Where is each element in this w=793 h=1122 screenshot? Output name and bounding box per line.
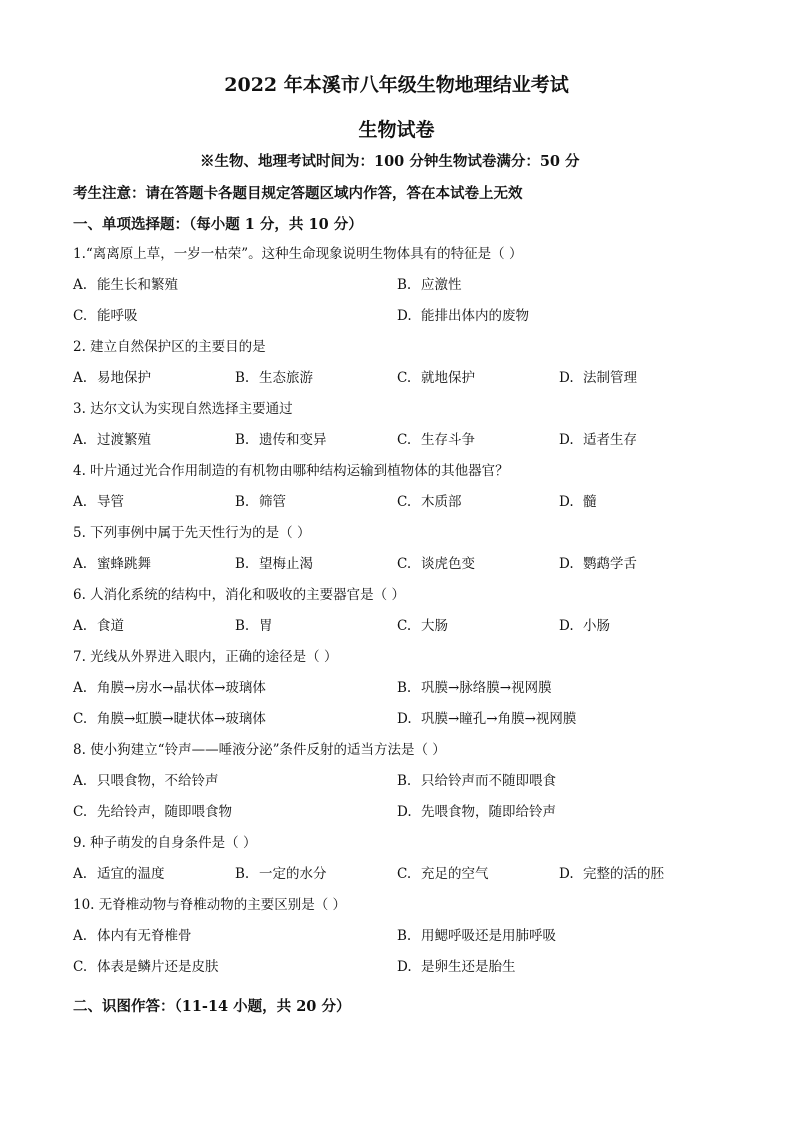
option-row bbox=[73, 801, 733, 832]
option-a: A. 导管 bbox=[73, 494, 124, 510]
option-c: C. 先给铃声，随即喂食物 bbox=[73, 804, 232, 820]
question-stem: 10. 无脊椎动物与脊椎动物的主要区别是（ ） bbox=[73, 897, 347, 913]
option-a: A. 易地保护 bbox=[73, 370, 151, 386]
section-heading-diagram: 二、识图作答：（11-14 小题，共 20 分） bbox=[73, 998, 351, 1015]
option-c: C. 木质部 bbox=[397, 494, 462, 510]
question-list bbox=[73, 243, 733, 987]
option-b: B. 胃 bbox=[235, 618, 273, 634]
option-c: C. 角膜→虹膜→睫状体→玻璃体 bbox=[73, 711, 266, 727]
option-row bbox=[73, 925, 733, 956]
section-heading-choice: 一、单项选择题：（每小题 1 分，共 10 分） bbox=[73, 216, 363, 233]
option-c: C. 就地保护 bbox=[397, 370, 475, 386]
option-a: A. 体内有无脊椎骨 bbox=[73, 928, 192, 944]
option-b: B. 筛管 bbox=[235, 494, 286, 510]
option-d: D. 能排出体内的废物 bbox=[397, 308, 529, 324]
option-c: C. 体表是鳞片还是皮肤 bbox=[73, 959, 219, 975]
option-a: A. 只喂食物，不给铃声 bbox=[73, 773, 219, 789]
option-d: D. 是卵生还是胎生 bbox=[397, 959, 516, 975]
option-a: A. 过渡繁殖 bbox=[73, 432, 151, 448]
question-stem: 2. 建立自然保护区的主要目的是 bbox=[73, 339, 266, 355]
option-row bbox=[73, 615, 733, 646]
option-b: B. 用鳃呼吸还是用肺呼吸 bbox=[397, 928, 556, 944]
question-stem: 6. 人消化系统的结构中，消化和吸收的主要器官是（ ） bbox=[73, 587, 405, 603]
option-row bbox=[73, 708, 733, 739]
option-b: B. 一定的水分 bbox=[235, 866, 327, 882]
option-c: C. 生存斗争 bbox=[397, 432, 475, 448]
question-stem: 7. 光线从外界进入眼内，正确的途径是（ ） bbox=[73, 649, 338, 665]
option-row bbox=[73, 863, 733, 894]
option-c: C. 充足的空气 bbox=[397, 866, 489, 882]
option-b: B. 遗传和变异 bbox=[235, 432, 327, 448]
option-b: B. 只给铃声而不随即喂食 bbox=[397, 773, 556, 789]
option-row bbox=[73, 956, 733, 987]
option-row bbox=[73, 491, 733, 522]
option-row bbox=[73, 429, 733, 460]
option-b: B. 生态旅游 bbox=[235, 370, 313, 386]
question-stem: 8. 使小狗建立“铃声——唾液分泌”条件反射的适当方法是（ ） bbox=[73, 742, 446, 758]
option-row bbox=[73, 305, 733, 336]
option-d: D. 髓 bbox=[559, 494, 597, 510]
option-a: A. 角膜→房水→晶状体→玻璃体 bbox=[73, 680, 266, 696]
option-c: C. 能呼吸 bbox=[73, 308, 138, 324]
option-a: A. 能生长和繁殖 bbox=[73, 277, 178, 293]
option-d: D. 法制管理 bbox=[559, 370, 637, 386]
option-a: A. 适宜的温度 bbox=[73, 866, 165, 882]
option-row bbox=[73, 770, 733, 801]
paper-subtitle: 生物试卷 bbox=[358, 119, 435, 141]
question-stem: 3. 达尔文认为实现自然选择主要通过 bbox=[73, 401, 293, 417]
option-d: D. 巩膜→瞳孔→角膜→视网膜 bbox=[397, 711, 577, 727]
exam-notice: 考生注意：请在答题卡各题目规定答题区域内作答，答在本试卷上无效 bbox=[73, 185, 523, 202]
option-b: B. 应激性 bbox=[397, 277, 462, 293]
exam-title: 2022 年本溪市八年级生物地理结业考试 bbox=[224, 74, 569, 96]
option-a: A. 食道 bbox=[73, 618, 124, 634]
option-row bbox=[73, 677, 733, 708]
option-b: B. 巩膜→脉络膜→视网膜 bbox=[397, 680, 552, 696]
option-d: D. 适者生存 bbox=[559, 432, 637, 448]
question-stem: 5. 下列事例中属于先天性行为的是（ ） bbox=[73, 525, 311, 541]
question-stem: 9. 种子萌发的自身条件是（ ） bbox=[73, 835, 257, 851]
question-stem: 1.“离离原上草，一岁一枯荣”。这种生命现象说明生物体具有的特征是（ ） bbox=[73, 246, 523, 262]
option-d: D. 鹦鹉学舌 bbox=[559, 556, 637, 572]
question-stem: 4. 叶片通过光合作用制造的有机物由哪种结构运输到植物体的其他器官？ bbox=[73, 463, 509, 479]
option-row bbox=[73, 553, 733, 584]
option-d: D. 完整的活的胚 bbox=[559, 866, 664, 882]
option-d: D. 小肠 bbox=[559, 618, 610, 634]
option-c: C. 谈虎色变 bbox=[397, 556, 475, 572]
option-d: D. 先喂食物，随即给铃声 bbox=[397, 804, 556, 820]
exam-info: ※生物、地理考试时间为：100 分钟生物试卷满分：50 分 bbox=[200, 153, 580, 170]
option-row bbox=[73, 367, 733, 398]
option-a: A. 蜜蜂跳舞 bbox=[73, 556, 151, 572]
option-c: C. 大肠 bbox=[397, 618, 448, 634]
option-b: B. 望梅止渴 bbox=[235, 556, 313, 572]
option-row bbox=[73, 274, 733, 305]
